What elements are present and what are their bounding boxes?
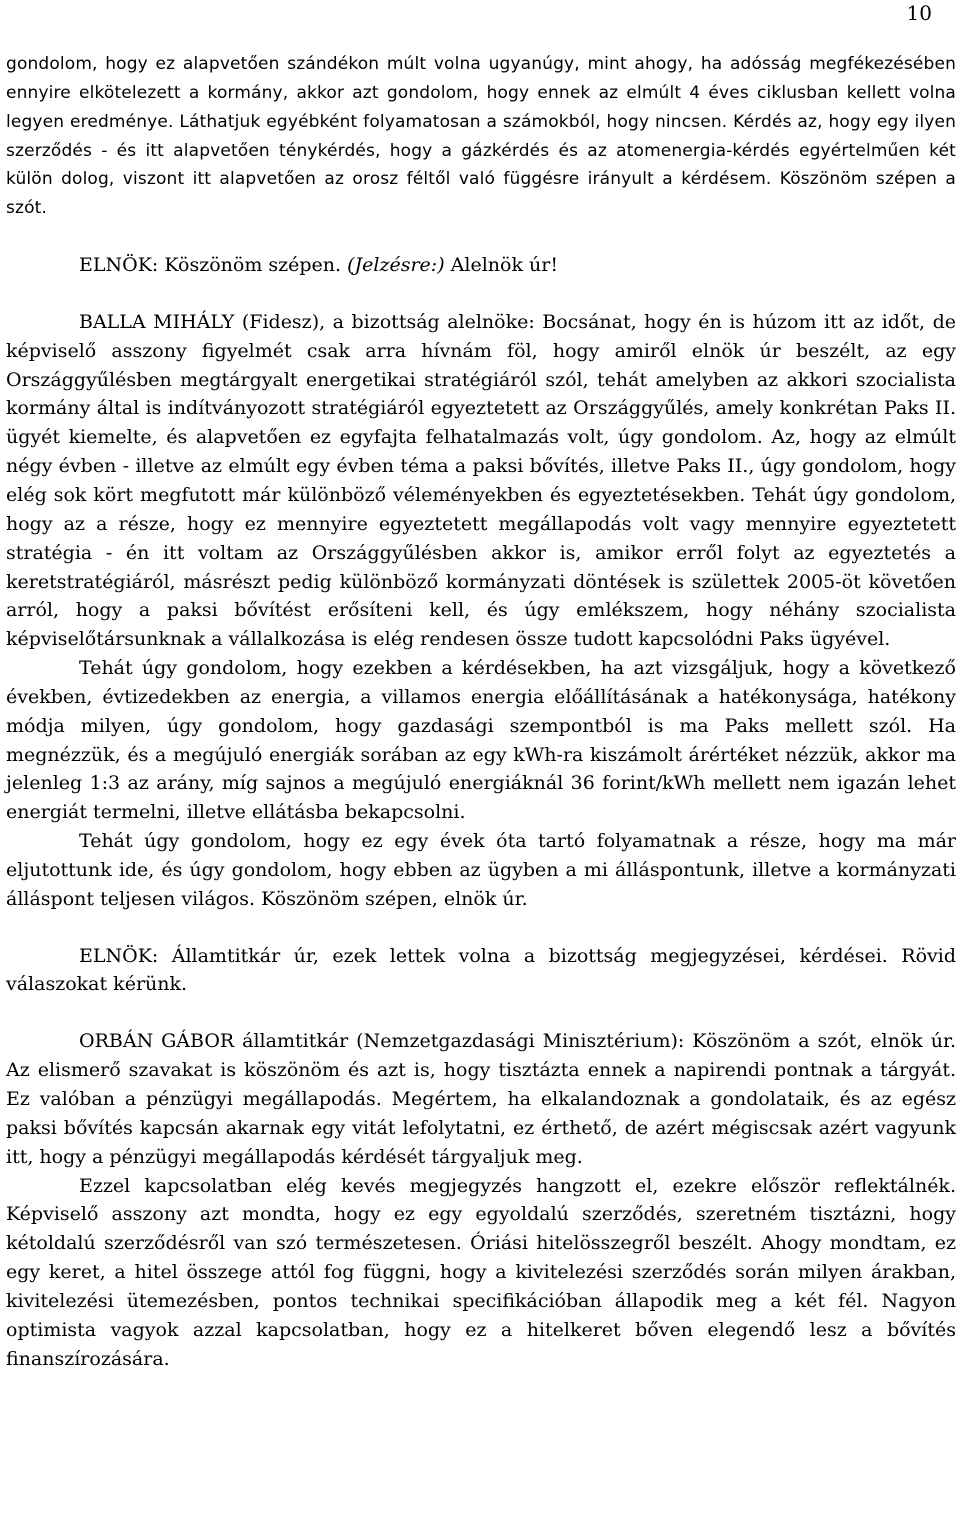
paragraph-orban-speech-2 <box>6 1172 956 1374</box>
paragraph-balla-speech <box>6 308 956 654</box>
page-number: 10 <box>906 1 932 25</box>
remark-text: Alelnök úr! <box>444 254 558 277</box>
paragraph-text: Ezzel kapcsolatban elég kevés megjegyzés hangzott el, ezekre először reflektálnék. Képviselő asszony azt mondta, hogy ez egy egyoldalú szerződés, szeretném tisztázni, hogy kétoldalú szerződésről van szó természetesen. Óriási hitelösszegről beszélt. Ahogy mondtam, ez egy keret, a hitel összege attól fog függni, hogy a kivitelezési szerződés során milyen árakban, kivitelezési ütemezésben, pontos technikai specifikációban állapodik meg a két fél. Nagyon optimista vagyok azzal kapcsolatban, hogy ez a hitelkeret bőven elegendő lesz a bővítés finanszírozására. <box>6 1174 956 1370</box>
paragraph-text: ELNÖK: Államtitkár úr, ezek lettek volna a bizottság megjegyzései, kérdései. Rövid válaszokat kérünk. <box>6 944 956 996</box>
paragraph-continuation <box>6 50 956 223</box>
paragraph-orban-speech <box>6 1027 956 1171</box>
paragraph-text: BALLA MIHÁLY (Fidesz), a bizottság alelnöke: Bocsánat, hogy én is húzom itt az időt, de képviselő asszony figyelmét csak arra hívnám föl, hogy amiről elnök úr beszélt, az egy Országgyűlésben megtárgyalt energetikai stratégiáról szól, tehát amelyben az akkori szocialista kormány által is indítványozott stratégiáról egyeztetett az Országgyűlés, amely konkrétan Paks II. ügyét kiemelte, és alapvetően ez egyfajta felhatalmazás volt, úgy gondolom. Az, hogy az elmúlt négy évben - illetve az elmúlt egy évben téma a paksi bővítés, illetve Paks II., úgy gondolom, hogy elég sok kört megfutott már különböző véleményekben és egyeztetésekben. Tehát úgy gondolom, hogy az a része, hogy ez mennyire egyeztetett megállapodás volt vagy mennyire egyeztetett stratégia - én itt voltam az Országgyűlésben akkor is, amikor erről folyt az egyeztetés a keretstratégiáról, másrészt pedig különböző kormányzati döntések is születtek 2005-öt követően arról, hogy a paksi bővítést erősíteni kell, és úgy emlékszem, hogy néhány szocialista képviselőtársunknak a vállalkozása is elég rendesen össze tudott kapcsolódni Paks ügyével. <box>6 310 956 651</box>
paragraph-balla-speech-3 <box>6 827 956 914</box>
paragraph-text: Tehát úgy gondolom, hogy ez egy évek óta tartó folyamatnak a része, hogy ma már eljutottunk ide, és úgy gondolom, hogy ebben az ügyben a mi álláspontunk, illetve a kormányzati álláspont teljesen világos. Köszönöm szépen, elnök úr. <box>6 830 956 910</box>
stage-direction: (Jelzésre:) <box>347 254 445 277</box>
speaker-text: ELNÖK: Köszönöm szépen. <box>79 254 348 277</box>
paragraph-chair-question <box>6 942 956 1000</box>
paragraph-chair-remark <box>6 251 956 280</box>
paragraph-text: ORBÁN GÁBOR államtitkár (Nemzetgazdasági Minisztérium): Köszönöm a szót, elnök úr. Az elismerő szavakat is köszönöm és azt is, hogy tisztázta ennek a napirendi pontnak a tárgyát. Ez valóban a pénzügyi megállapodás. Megértem, ha elkalandoznak a gondolataik, és az egész paksi bővítés kapcsán akarnak egy vitát lefolytatni, ez érthető, de azért mégiscsak azért vagyunk itt, hogy a pénzügyi megállapodás kérdését tárgyaljuk meg. <box>6 1030 956 1168</box>
paragraph-text: Tehát úgy gondolom, hogy ezekben a kérdésekben, ha azt vizsgáljuk, hogy a következő években, évtizedekben az energia, a villamos energia előállításának a hatékonysága, hatékony módja milyen, úgy gondolom, hogy gazdasági szempontból is ma Paks mellett szól. Ha megnézzük, és a megújuló energiák sorában az egy kWh-ra kiszámolt árértéket nézzük, akkor ma jelenleg 1:3 az arány, míg sajnos a megújuló energiáknál 36 forint/kWh mellett nem igazán lehet energiát termelni, illetve ellátásba bekapcsolni. <box>6 657 956 824</box>
paragraph-text: gondolom, hogy ez alapvetően szándékon múlt volna ugyanúgy, mint ahogy, ha adósság megfékezésében ennyire elkötelezett a kormány, akkor azt gondolom, hogy ennek az elmúlt 4 éves ciklusban kellett volna legyen eredménye. Láthatjuk egyébként folyamatosan a számokból, hogy nincsen. Kérdés az, hogy egy ilyen szerződés - és itt alapvetően ténykérdés, hogy a gázkérdés és az atomenergia-kérdés egyértelműen két külön dolog, viszont itt alapvetően az orosz féltől való függésre irányult a kérdésem. Köszönöm szépen a szót. <box>6 54 956 219</box>
paragraph-balla-speech-2 <box>6 654 956 827</box>
